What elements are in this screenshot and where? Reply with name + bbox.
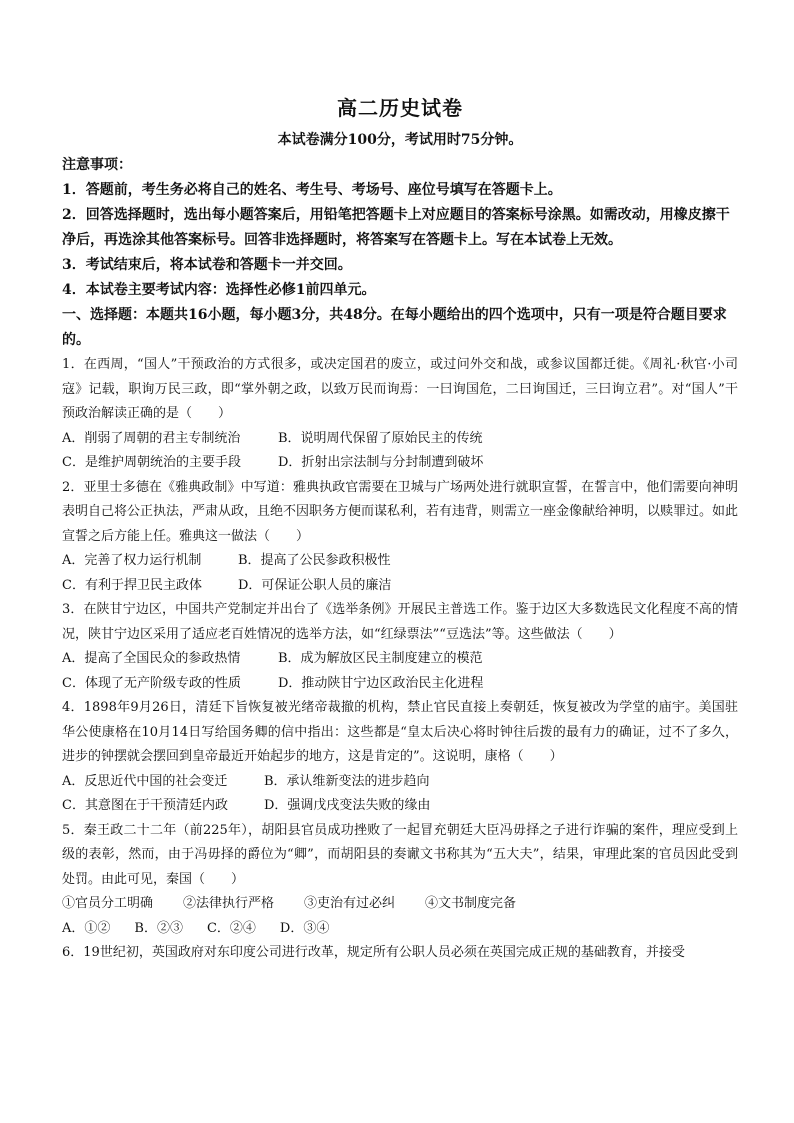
option-row (62, 917, 738, 942)
page-title: 高二历史试卷 (337, 96, 463, 120)
option-row (62, 770, 738, 795)
option-row (62, 672, 738, 697)
option-a[interactable]: A．①② (62, 920, 111, 936)
statement-item: ②法律执行严格 (183, 896, 275, 911)
option-b[interactable]: B．承认维新变法的进步趋向 (264, 773, 430, 789)
option-c[interactable]: C．②④ (206, 920, 256, 936)
option-row (62, 574, 738, 599)
exam-page (62, 95, 738, 966)
question-stem: 2．亚里士多德在《雅典政制》中写道：雅典执政官需要在卫城与广场两处进行就职宣誓，在誓言中，他们需要向神明表明自己将公正执法，严肃从政，且绝不因职务方便而谋私利，若有违背，则需立一座金像献给神明，以赎罪过。如此宣誓之后方能上任。雅典这一做法（ ） (62, 479, 739, 544)
option-c[interactable]: C．体现了无产阶级专政的性质 (62, 675, 241, 691)
option-a[interactable]: A．反思近代中国的社会变迁 (62, 773, 228, 789)
question-stem: 4．1898年9月26日，清廷下旨恢复被光绪帝裁撤的机构，禁止官民直接上奏朝廷，恢复被改为学堂的庙宇。美国驻华公使康格在10月14日写给国务卿的信中指出：这些都是“皇太后决心将时钟往后拨的最有力的确证，过不了多久，进步的钟摆就会摆回到皇帝最近开始起步的地方，这是肯定的”。这说明，康格（ ） (62, 700, 738, 764)
statement-item: ③吏治有过必纠 (304, 896, 396, 911)
option-b[interactable]: B．说明周代保留了原始民主的传统 (278, 430, 483, 446)
option-c[interactable]: C．是维护周朝统治的主要手段 (62, 455, 241, 470)
option-row (62, 794, 738, 819)
option-d[interactable]: D．可保证公职人员的廉洁 (238, 577, 392, 593)
option-b[interactable]: B．提高了公民参政积极性 (238, 553, 391, 568)
option-a[interactable]: A．提高了全国民众的参政热情 (62, 651, 241, 666)
option-row (62, 549, 738, 574)
question-stem: 5．秦王政二十二年（前225年），胡阳县官员成功挫败了一起冒充朝廷大臣冯毋择之子进行诈骗的案件，理应受到上级的表彰，然而，由于冯毋择的爵位为“卿”，而胡阳县的奏谳文书称其为“五大夫”，结果，审理此案的官员因此受到处罚。由此可见，秦国（ ） (62, 822, 738, 887)
exam-subtitle: 本试卷满分100分，考试用时75分钟。 (277, 132, 523, 148)
section-heading: 一、选择题：本题共16小题，每小题3分，共48分。在每小题给出的四个选项中，只有一项是符合题目要求的。 (62, 307, 727, 348)
notice-item: 3．考试结束后，将本试卷和答题卡一并交回。 (62, 257, 352, 273)
question-stem: 6．19世纪初，英国政府对东印度公司进行改革，规定所有公职人员必须在英国完成正规的基础教育，并接受 (62, 945, 685, 960)
statement-list (62, 892, 738, 917)
option-row (62, 647, 738, 672)
option-d[interactable]: D．③④ (279, 920, 330, 936)
notice-item: 1．答题前，考生务必将自己的姓名、考生号、考场号、座位号填写在答题卡上。 (62, 182, 562, 198)
option-b[interactable]: B．成为解放区民主制度建立的模范 (278, 651, 483, 666)
question-stem: 3．在陕甘宁边区，中国共产党制定并出台了《选举条例》开展民主普选工作。鉴于边区大多数选民文化程度不高的情况，陕甘宁边区采用了适应老百姓情况的选举方法，如“红绿票法”“豆选法”等。这些做法（ ） (62, 602, 738, 642)
statement-item: ①官员分工明确 (62, 896, 154, 911)
question-stem: 1．在西周，“国人”干预政治的方式很多，或决定国君的废立，或过问外交和战，或参议国都迁徙。《周礼·秋官·小司寇》记载，职询万民三政，即“掌外朝之政，以致万民而询焉：一曰询国危，二曰询国迁，三曰询立君”。对“国人”干预政治解读正确的是（ ） (62, 357, 738, 421)
option-a[interactable]: A．完善了权力运行机制 (62, 553, 202, 568)
option-d[interactable]: D．强调戊戌变法失败的缘由 (264, 798, 431, 813)
notice-item: 2．回答选择题时，选出每小题答案后，用铅笔把答题卡上对应题目的答案标号涂黑。如需改动，用橡皮擦干净后，再选涂其他答案标号。回答非选择题时，将答案写在答题卡上。写在本试卷上无效。 (62, 207, 730, 248)
option-d[interactable]: D．推动陕甘宁边区政治民主化进程 (278, 675, 484, 691)
option-d[interactable]: D．折射出宗法制与分封制遭到破坏 (278, 455, 484, 470)
notice-item: 4．本试卷主要考试内容：选择性必修1前四单元。 (62, 282, 376, 298)
notice-heading: 注意事项： (62, 157, 132, 173)
option-row (62, 427, 738, 452)
option-a[interactable]: A．削弱了周朝的君主专制统治 (62, 430, 241, 446)
statement-item: ④文书制度完备 (425, 896, 517, 911)
option-c[interactable]: C．有利于捍卫民主政体 (62, 577, 202, 593)
option-c[interactable]: C．其意图在于干预清廷内政 (62, 798, 228, 813)
option-row (62, 451, 738, 476)
option-b[interactable]: B．②③ (134, 920, 183, 936)
